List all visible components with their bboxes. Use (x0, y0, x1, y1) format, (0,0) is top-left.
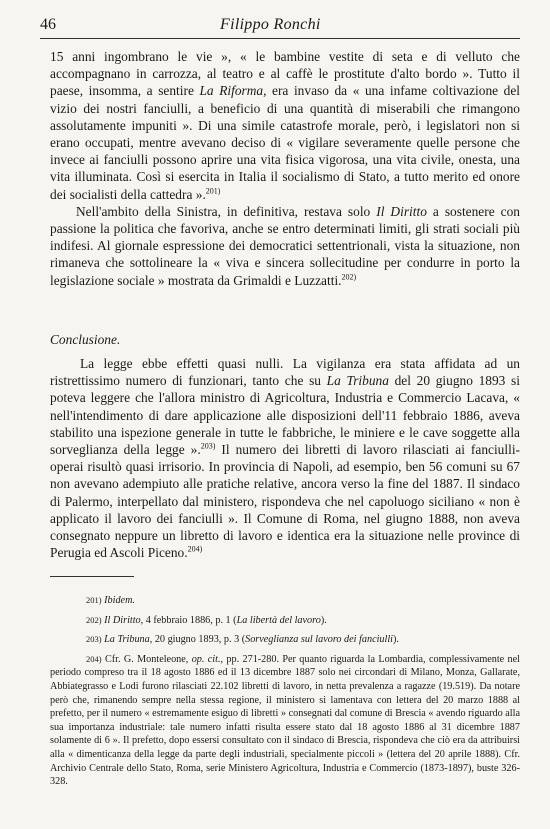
conclusion-text (50, 355, 520, 561)
conclusion-paragraph: La legge ebbe effetti quasi nulli. La vigilanza era stata affidata ad un ristrettissimo numero di funzionari, tanto che su La Tribuna del 20 giugno 1893 si poteva leggere che l'allora ministro di Agricoltura, Industria e Commercio Lacava, « nell'intendimento di dare applicazione alle disposizioni dell'11 febbraio 1886, aveva stabilito una ispezione generale in tutte le fabbriche, le miniere e le cave soggette alla sorveglianza della legge ».$^{203)}$ Il numero dei libretti di lavoro rilasciati ai fanciulli-operai risultò quasi irrisorio. In provincia di Napoli, ad esempio, ben 56 comuni su 67 non avevano adempiuto alle pratiche relative, ancora verso la fine del 1887. Il sindaco di Palermo, interpellato dal ministero, rispondeva che nel capoluogo siciliano « non è applicato il lavoro dei fanciulli ». Il Comune di Roma, nel giugno 1888, non aveva consegnato neppure un libretto di lavoro e identica era la situazione nelle province di Perugia ed Ascoli Piceno.$^{204)}$ (50, 356, 520, 561)
footnote-ref-203[interactable]: 203) (200, 441, 216, 451)
footnote-203: 203) La Tribuna, 20 giugno 1893, p. 3 (Sorveglianza sul lavoro dei fanciulli). (86, 634, 399, 646)
page-number: 46 (40, 16, 56, 33)
footnote-204: 204) Cfr. G. Monteleone, op. cit., pp. 271-280. Per quanto riguarda la Lombardia, complessivamente nel periodo compreso tra il 18 agosto 1886 ed il 13 dicembre 1887 solo nei circondari di Milano, Monza, Gallarate, Abbiategrasso e Lodi furono rilasciati 22.102 libretti di lavoro, in netta prevalenza a ragazze (19.519). Da notare però che, rimanendo sempre nella stessa regione, il ministero si lamentava con lettera del 20 marzo 1888 al prefetto, per il numero « estremamente esiguo di libretti » consegnati dal comune di Brescia « avendo riguardo alla sua importanza industriale: tale numero infatti risulta essere stato dal 18 agosto 1886 al 31 dicembre 1887 solamente di 6 ». Il prefetto, dopo essersi consultato con il sindaco di Brescia, rispondeva che ciò era da attribuirsi alla « dimenticanza della legge da parte degli industriali, specialmente piccoli » (lettera del 20 aprile 1888). Cfr. Archivio Centrale dello Stato, Roma, serie Ministero Agricoltura, Industria e Commercio (1873-1897), buste 326-328. (50, 653, 521, 788)
footnote-201: 201) Ibidem. (86, 595, 135, 606)
section-title: Conclusione. (50, 332, 121, 347)
footnote-ref-201[interactable]: 201) (205, 186, 221, 196)
paragraph-1: 15 anni ingombrano le vie », « le bambine vestite di seta e di velluto che accompagnano in carrozza, al teatro e al caffè le prostitute d'alto bordo ». Tutto il paese, insomma, a sentire La Riforma, era invaso da « una infame coltivazione del vizio dei nostri fanciulli, a beneficio di una quantità di miserabili che rimangono assolutamente impuniti ». Di una simile catastrofe morale, però, i legislatori non si erano occupati, mentre avevano deciso di « vigilare severamente quelle persone che invece ai fanciulli possono aprire una vita fisica vigorosa, una vita civile, onesta, una vita illuminata. Così si esercita in Italia il socialismo di Stato, a tutto merito ed onore dei socialisti della cattedra ».$^{201)}$ (50, 49, 521, 202)
running-head: Filippo Ronchi (220, 16, 321, 33)
footnote-divider (50, 576, 134, 577)
footnote-ref-204[interactable]: 204) (187, 544, 203, 554)
footnote-ref-202[interactable]: 202) (341, 272, 357, 282)
footnotes (50, 594, 520, 795)
footnote-202: 202) Il Diritto, 4 febbraio 1886, p. 1 (La libertà del lavoro). (86, 614, 327, 626)
paragraph-2: Nell'ambito della Sinistra, in definitiva, restava solo Il Diritto a sostenere con passione la politica che favoriva, anche se entro determinati limiti, gli strati sociali più indifesi. Al giornale espressione dei democratici settentrionali, vista la situazione, non rimaneva che sottolineare la « viva e sincera sollecitudine per condurre in porto la legislazione sociale » mostrata da Grimaldi e Luzzatti.$^{202)}$ (50, 203, 520, 288)
page-header (40, 14, 520, 39)
body-text (50, 48, 520, 289)
